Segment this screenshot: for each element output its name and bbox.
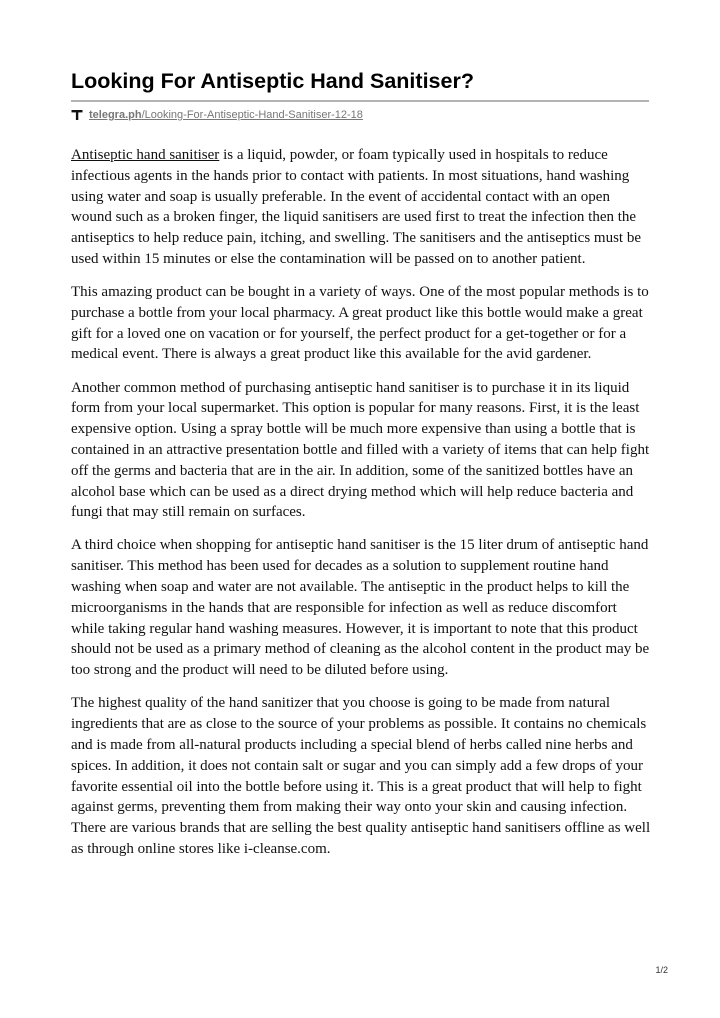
page-number: 1/2	[655, 965, 668, 975]
paragraph-4: A third choice when shopping for antiseptic hand sanitiser is the 15 liter drum of antiseptic hand sanitiser. This method has been used for decades as a solution to supplement routine hand washing when soap and water are not available. The antiseptic in the product helps to kill the microorganisms in the hands that are responsible for infection as well as reduce discomfort while taking regular hand washing measures. However, it is important to note that this product should not be used as a primary method of cleaning as the alcohol content in the product may be too strong and the product will need to be diluted before using.	[71, 537, 650, 679]
source-path: /Looking-For-Antiseptic-Hand-Sanitiser-12-18	[141, 109, 363, 121]
antiseptic-hand-sanitiser-link[interactable]: Antiseptic hand sanitiser	[71, 147, 220, 163]
paragraph-5: The highest quality of the hand sanitizer that you choose is going to be made from natural ingredients that are as close to the source of your problems as possible. It contains no chemicals and is made from all-natural products including a special blend of herbs called nine herbs and spices. In addition, it does not contain salt or sugar and you can simply add a few drops of your favorite essential oil into the bottle before using it. This is a great product that will help to fight against germs, preventing them from making their way onto your skin and causing infection. There are various brands that are selling the best quality antiseptic hand sanitisers offline as well as through online stores like i-cleanse.com.	[71, 695, 651, 857]
source-link[interactable]	[89, 109, 363, 121]
paragraph-1	[71, 145, 651, 270]
paragraph-2: This amazing product can be bought in a variety of ways. One of the most popular methods is to purchase a bottle from your local pharmacy. A great product like this bottle would make a great gift for a loved one on vacation or for yourself, the perfect product for a get-together or for a medical event. There is always a great product like this available for the avid gardener.	[71, 284, 649, 363]
article-body	[71, 145, 651, 872]
article-title: Looking For Antiseptic Hand Sanitiser?	[71, 69, 474, 93]
paragraph-1-text: is a liquid, powder, or foam typically used in hospitals to reduce infectious agents in the hands prior to contact with patients. In most situations, hand washing using water and soap is usually preferable. In the event of accidental contact with an open wound such as a broken finger, the liquid sanitisers are used first to treat the infection then the antiseptics to help reduce pain, itching, and swelling. The sanitisers and the antiseptics must be used within 15 minutes or else the contamination will be passed on to another patient.	[71, 147, 642, 267]
paragraph-3: Another common method of purchasing antiseptic hand sanitiser is to purchase it in its liquid form from your local supermarket. This option is popular for many reasons. First, it is the least expensive option. Using a spray bottle will be much more expensive than using a bottle that is contained in an attractive presentation bottle and filled with a variety of items that can help fight off the germs and bacteria that are in the air. In addition, some of the sanitized bottles have an alcohol base which can be used as a direct drying method which will help reduce bacteria and fungi that may still remain on surfaces.	[71, 379, 650, 521]
source-host: telegra.ph	[89, 109, 142, 121]
source-line	[71, 106, 363, 124]
telegraph-t-icon	[71, 109, 83, 121]
title-divider	[71, 100, 649, 102]
